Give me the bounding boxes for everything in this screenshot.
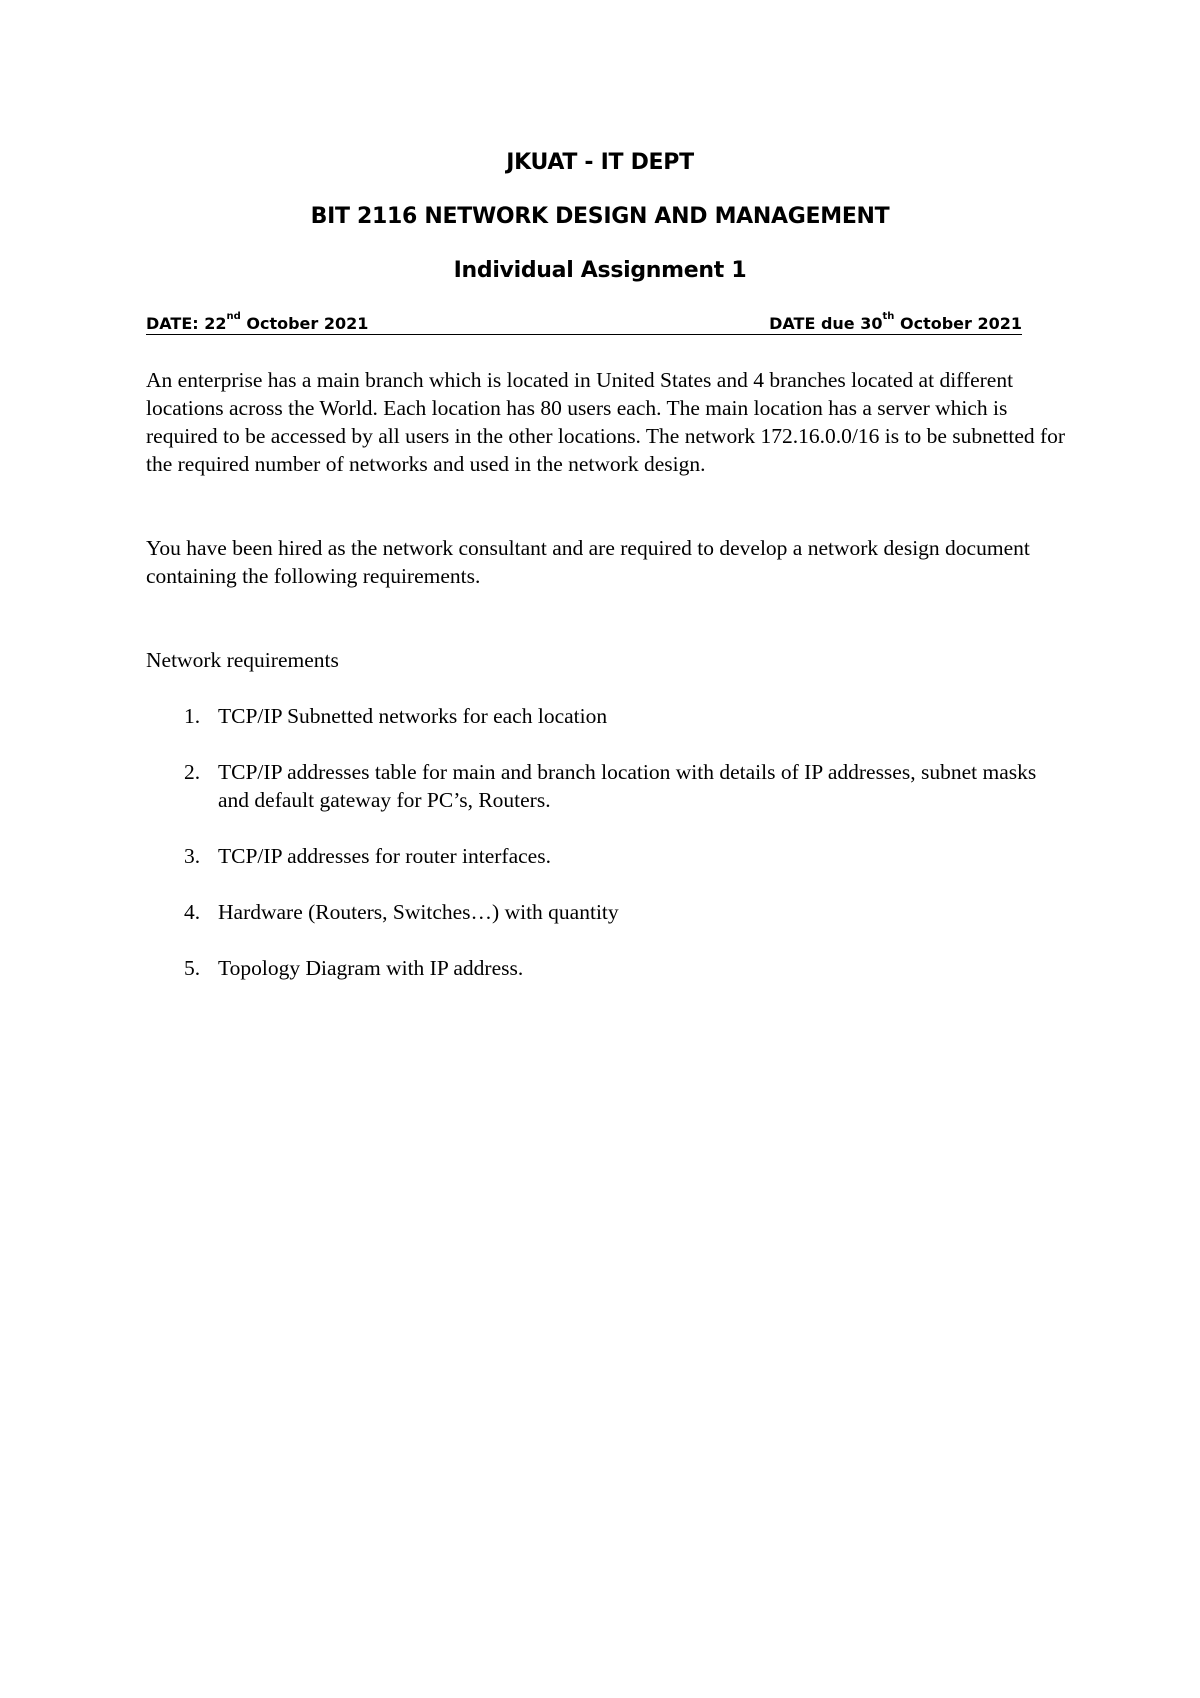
list-item-text: TCP/IP addresses for router interfaces. — [218, 844, 551, 868]
list-item-text: Hardware (Routers, Switches…) with quantity — [218, 900, 619, 924]
requirements-heading: Network requirements — [146, 648, 339, 672]
list-item — [146, 954, 1066, 982]
instruction-paragraph: You have been hired as the network consultant and are required to develop a network design document containing the following requirements. — [146, 536, 1030, 588]
list-item-number: 2. — [184, 760, 201, 784]
list-item-text: TCP/IP addresses table for main and branch location with details of IP addresses, subnet masks and default gateway for PC’s, Routers. — [218, 760, 1037, 812]
due-date-ordinal: th — [882, 311, 895, 322]
course-title: BIT 2116 NETWORK DESIGN AND MANAGEMENT — [310, 204, 890, 229]
due-date-day: DATE due 30 — [769, 314, 883, 333]
list-item — [146, 758, 1066, 814]
list-item-number: 3. — [184, 844, 201, 868]
list-item — [146, 842, 1066, 870]
list-item-number: 5. — [184, 956, 201, 980]
issue-date-day: DATE: 22 — [146, 314, 227, 333]
date-row — [146, 310, 1022, 335]
requirements-list — [146, 702, 1066, 1010]
due-date-month-year: October 2021 — [894, 314, 1022, 333]
issue-date — [146, 311, 369, 333]
list-item — [146, 898, 1066, 926]
scenario-paragraph: An enterprise has a main branch which is located in United States and 4 branches located at different locations across the World. Each location has 80 users each. The main location has a server which is required to be accessed by all users in the other locations. The network 172.16.0.0/16 is to be subnetted for the required number of networks and used in the network design. — [146, 368, 1066, 476]
list-item — [146, 702, 1066, 730]
department-title: JKUAT - IT DEPT — [506, 150, 694, 175]
list-item-number: 4. — [184, 900, 201, 924]
assignment-title: Individual Assignment 1 — [453, 258, 747, 283]
list-item-text: Topology Diagram with IP address. — [218, 956, 524, 980]
list-item-text: TCP/IP Subnetted networks for each location — [218, 704, 608, 728]
issue-date-month-year: October 2021 — [240, 314, 369, 333]
issue-date-ordinal: nd — [226, 311, 241, 322]
due-date — [769, 311, 1022, 333]
list-item-number: 1. — [184, 704, 201, 728]
